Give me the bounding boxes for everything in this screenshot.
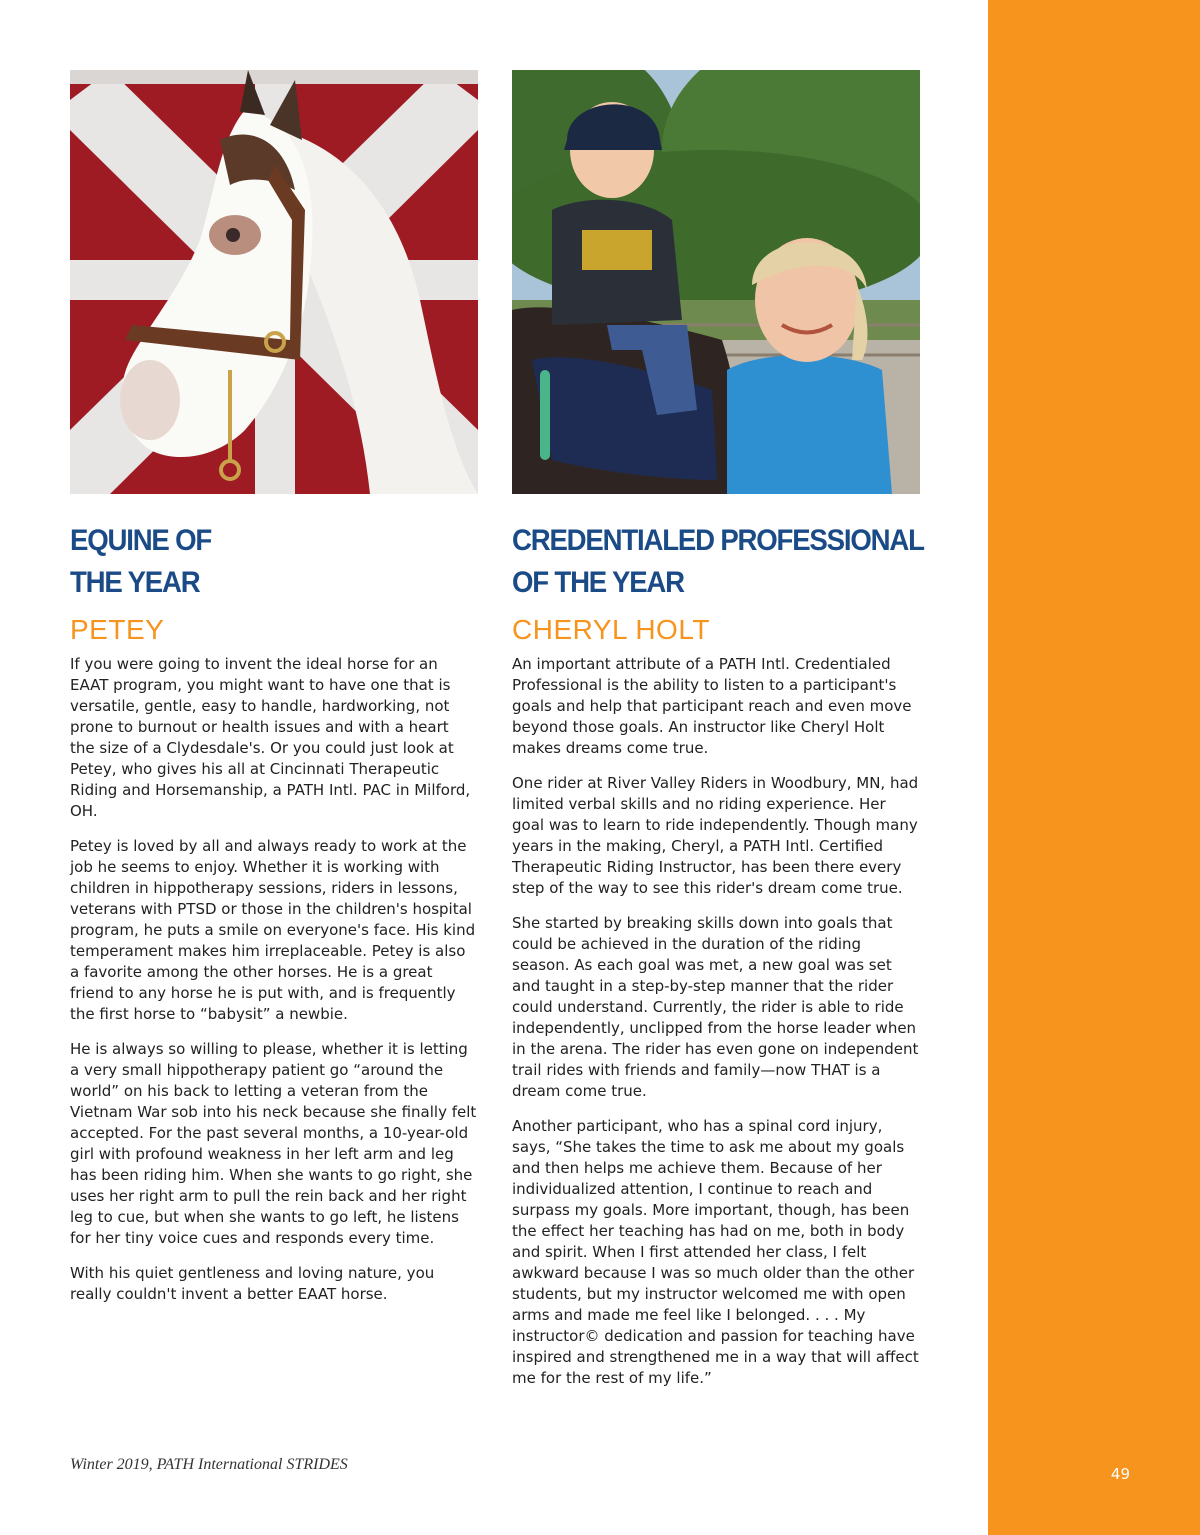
section-heading-professional bbox=[512, 520, 924, 604]
paragraph: An important attribute of a PATH Intl. Credentialed Professional is the ability to listen to a participant's goals and help that participant reach and even move beyond those goals. An instructor like Cheryl Holt makes dreams come true. bbox=[512, 655, 912, 757]
section-heading-equine bbox=[70, 520, 445, 604]
horse-photo bbox=[70, 70, 478, 494]
heading-line: CREDENTIALED PROFESSIONAL bbox=[512, 524, 924, 557]
footer-issue-line: Winter 2019, PATH International STRIDES bbox=[70, 1456, 348, 1473]
paragraph: She started by breaking skills down into goals that could be achieved in the duration of the riding season. As each goal was met, a new goal was set and taught in a step-by-step manner that the rider could understand. Currently, the rider is able to ride independently, unclipped from the horse leader when in the arena. The rider has even gone on independent trail rides with friends and family—now THAT is a dream come true. bbox=[512, 914, 919, 1100]
paragraph: One rider at River Valley Riders in Woodbury, MN, had limited verbal skills and no riding experience. Her goal was to learn to ride independently. Though many years in the making, Cheryl, a PATH Intl. Certified Therapeutic Riding Instructor, has been there every step of the way to see this rider's dream come true. bbox=[512, 774, 919, 897]
orange-sidebar bbox=[988, 0, 1200, 1535]
heading-line: OF THE YEAR bbox=[512, 566, 684, 599]
paragraph: He is always so willing to please, whether it is letting a very small hippotherapy patient go “around the world” on his back to letting a veteran from the Vietnam War sob into his neck because she finally felt accepted. For the past several months, a 10-year-old girl with profound weakness in her left arm and leg has been riding him. When she wants to go right, she uses her right arm to pull the rein back and her right leg to cue, but when she wants to go left, he listens for her tiny voice cues and responds every time. bbox=[70, 1040, 477, 1247]
paragraph: Petey is loved by all and always ready to work at the job he seems to enjoy. Whether it is working with children in hippotherapy sessions, riders in lessons, veterans with PTSD or those in the children's hospital program, he puts a smile on everyone's face. His kind temperament makes him irreplaceable. Petey is also a favorite among the other horses. He is a great friend to any horse he is put with, and is frequently the first horse to “babysit” a newbie. bbox=[70, 837, 476, 1023]
paragraph: Another participant, who has a spinal cord injury, says, “She takes the time to ask me about my goals and then helps me achieve them. Because of her individualized attention, I continue to reach and surpass my goals. More important, though, has been the effect her teaching has had on me, both in body and spirit. When I first attended her class, I felt awkward because I was so much older than the other students, but my instructor welcomed me with open arms and made me feel like I belonged. . . . My instructor© dedication and passion for teaching have inspired and strengthened me in a way that will affect me for the rest of my life.” bbox=[512, 1117, 919, 1387]
heading-line: EQUINE OF bbox=[70, 524, 212, 557]
paragraph: With his quiet gentleness and loving nature, you really couldn't invent a better EAAT horse. bbox=[70, 1264, 435, 1303]
honoree-name: PETEY bbox=[70, 614, 165, 645]
professional-column bbox=[512, 70, 924, 1403]
paragraph: If you were going to invent the ideal horse for an EAAT program, you might want to have one that is versatile, gentle, easy to handle, hardworking, not prone to burnout or health issues and with a heart the size of a Clydesdale's. Or you could just look at Petey, who gives his all at Cincinnati Therapeutic Riding and Horsemanship, a PATH Intl. PAC in Milford, OH. bbox=[70, 655, 471, 820]
heading-line: THE YEAR bbox=[70, 566, 200, 599]
page-number: 49 bbox=[1110, 1465, 1130, 1483]
honoree-name: CHERYL HOLT bbox=[512, 614, 710, 645]
instructor-photo bbox=[512, 70, 920, 494]
equine-column bbox=[70, 70, 478, 1319]
